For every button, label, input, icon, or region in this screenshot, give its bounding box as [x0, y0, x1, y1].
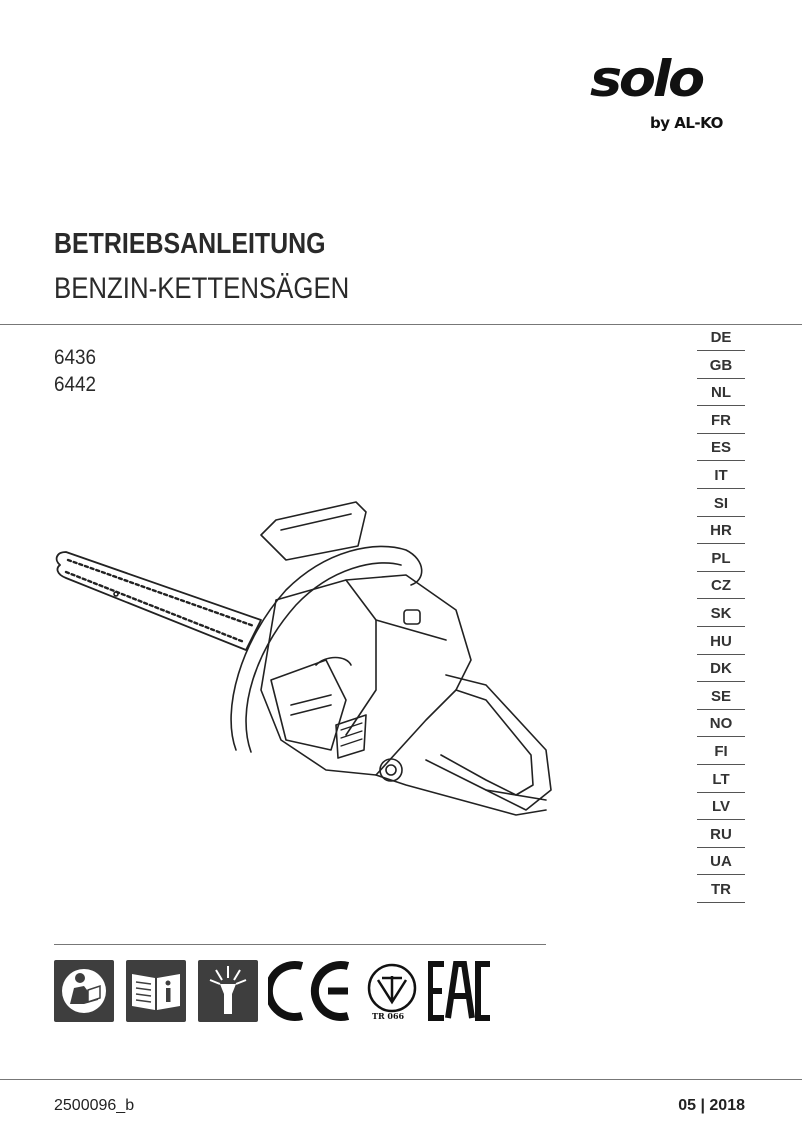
flashlight-icon	[198, 960, 258, 1022]
language-code: SI	[697, 491, 745, 517]
model-number: 6442	[54, 373, 97, 396]
language-code: FI	[697, 739, 745, 765]
language-code: NO	[697, 711, 745, 737]
document-number: 2500096_b	[54, 1097, 135, 1114]
info-manual-icon	[126, 960, 186, 1022]
language-code: GB	[697, 353, 745, 379]
language-code: SK	[697, 601, 745, 627]
language-code: DK	[697, 656, 745, 682]
icons-divider	[54, 944, 546, 945]
language-code: FR	[697, 408, 745, 434]
read-manual-icon	[54, 960, 114, 1022]
language-code: RU	[697, 822, 745, 848]
language-code: UA	[697, 849, 745, 875]
language-list	[697, 325, 745, 904]
eac-mark-icon	[428, 960, 492, 1022]
logo-solo: solo	[590, 50, 702, 108]
model-list	[54, 344, 101, 398]
language-code: NL	[697, 380, 745, 406]
language-code: IT	[697, 463, 745, 489]
language-code: DE	[697, 325, 745, 351]
tr-066-mark-icon	[364, 960, 420, 1022]
logo-by-alko: by AL-KO	[650, 114, 723, 132]
top-divider	[0, 324, 802, 325]
model-number: 6436	[54, 346, 97, 369]
language-code: HR	[697, 518, 745, 544]
document-subtitle: BENZIN-KETTENSÄGEN	[54, 272, 350, 305]
language-code: ES	[697, 435, 745, 461]
chainsaw-illustration	[46, 490, 556, 840]
language-code: HU	[697, 629, 745, 655]
footer-divider	[0, 1079, 802, 1080]
language-code: CZ	[697, 573, 745, 599]
brand-logo	[588, 50, 748, 138]
tr-066-label: TR 066	[372, 1011, 405, 1021]
language-code: LT	[697, 767, 745, 793]
document-title: BETRIEBSANLEITUNG	[54, 228, 326, 260]
language-code: TR	[697, 877, 745, 903]
publication-date: 05 | 2018	[678, 1097, 745, 1114]
language-code: LV	[697, 794, 745, 820]
language-code: SE	[697, 684, 745, 710]
ce-mark-icon	[268, 960, 354, 1022]
language-code: PL	[697, 546, 745, 572]
